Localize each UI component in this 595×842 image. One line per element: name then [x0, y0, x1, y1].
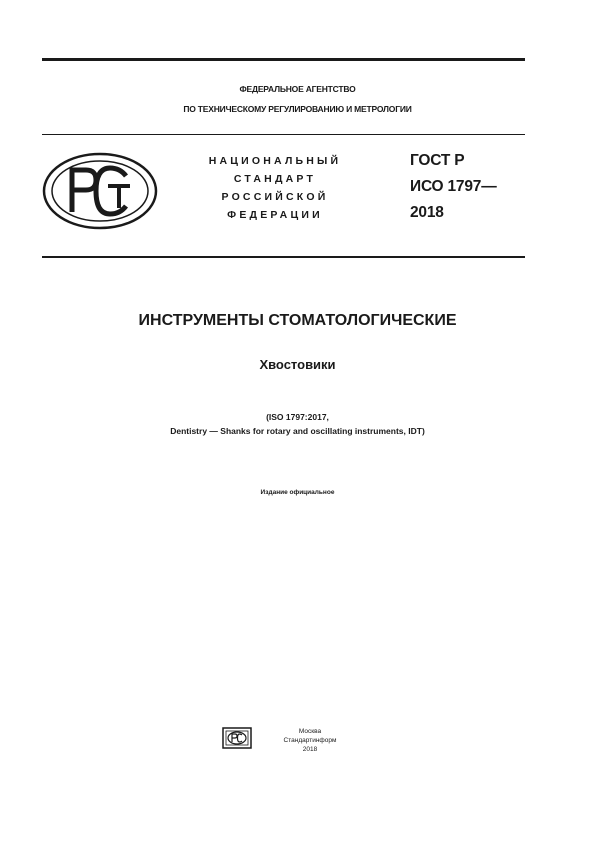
publisher-year: 2018: [302, 746, 318, 753]
designation-rule: [42, 256, 525, 258]
publisher-city: Москва: [298, 728, 322, 735]
designation-line-3: 2018: [410, 204, 444, 221]
iso-reference-line-1: (ISO 1797:2017,: [266, 412, 329, 422]
document-title: ИНСТРУМЕНТЫ СТОМАТОЛОГИЧЕСКИЕ: [138, 312, 457, 329]
iso-reference: [0, 410, 595, 438]
publisher-logo-icon: [222, 727, 252, 749]
standard-designation: [410, 148, 497, 226]
designation-line-2: ИСО 1797—: [410, 178, 497, 195]
national-standard-line-2: СТАНДАРТ: [233, 173, 317, 185]
top-rule: [42, 58, 525, 61]
national-standard-line-4: ФЕДЕРАЦИИ: [227, 209, 323, 221]
edition-label: Издание официальное: [260, 489, 335, 496]
agency-line-2: ПО ТЕХНИЧЕСКОМУ РЕГУЛИРОВАНИЮ И МЕТРОЛОГИИ: [183, 104, 412, 114]
header-rule: [42, 134, 525, 135]
agency-line-1: ФЕДЕРАЛЬНОЕ АГЕНТСТВО: [239, 84, 356, 94]
publisher-name: Стандартинформ: [283, 737, 337, 744]
iso-reference-line-2: Dentistry — Shanks for rotary and oscillating instruments, IDT): [170, 426, 425, 436]
document-subtitle: Хвостовики: [259, 357, 336, 372]
publisher-block: [270, 727, 350, 754]
designation-line-1: ГОСТ Р: [410, 152, 465, 169]
national-standard-block: [170, 152, 380, 224]
national-standard-line-3: РОССИЙСКОЙ: [221, 191, 329, 203]
gost-logo-icon: [42, 152, 158, 230]
national-standard-line-1: НАЦИОНАЛЬНЫЙ: [208, 155, 342, 167]
